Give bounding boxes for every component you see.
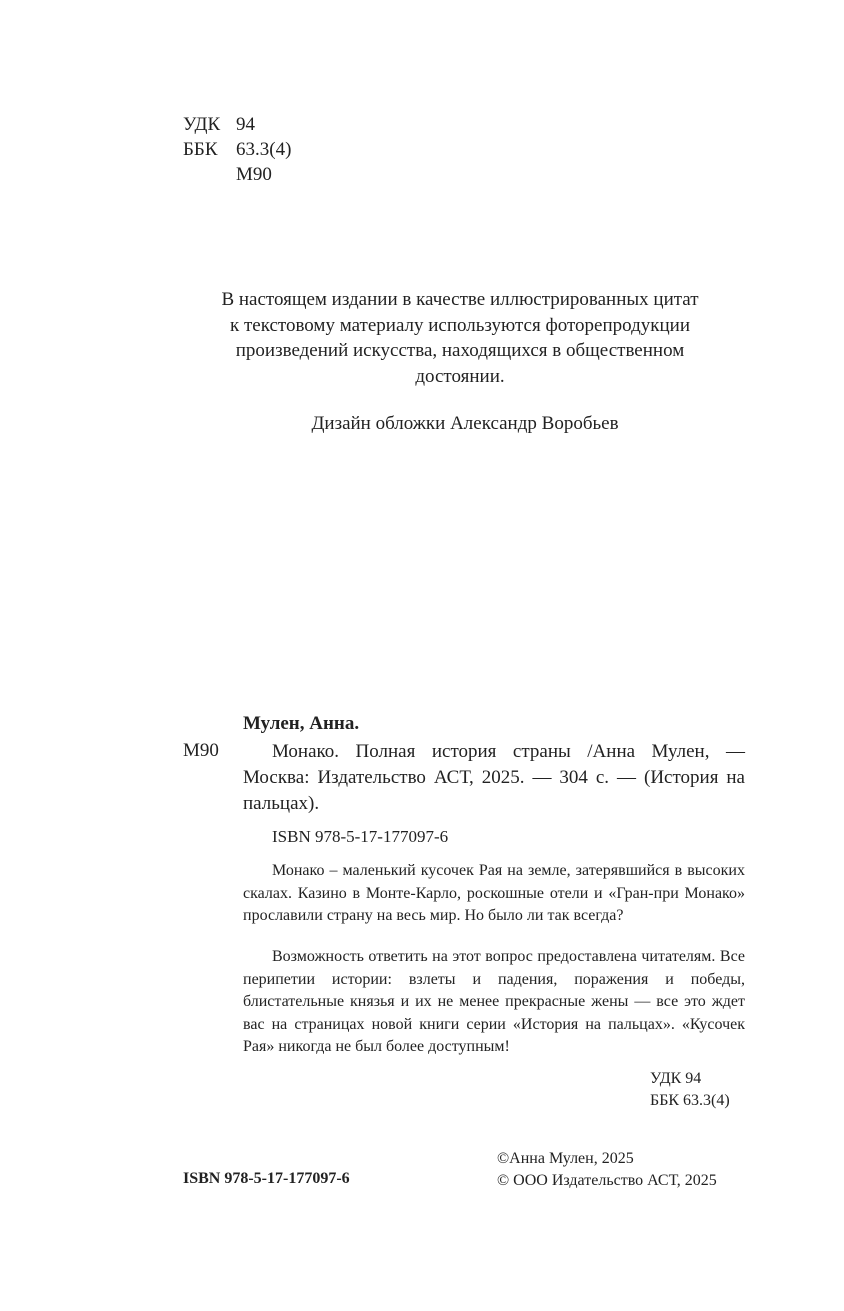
author-heading: Мулен, Анна. xyxy=(243,713,360,734)
notice-line: В настоящем издании в качестве иллюстрированных цитат xyxy=(221,289,699,310)
udk-label: УДК xyxy=(183,114,221,135)
udk-value: 94 xyxy=(236,114,255,135)
copyright-author: ©Анна Мулен, 2025 xyxy=(497,1150,634,1167)
author-mark-value: М90 xyxy=(236,164,272,185)
bbk-value: 63.3(4) xyxy=(236,139,292,160)
author-mark-top xyxy=(183,163,272,187)
udk-bottom: УДК 94 xyxy=(650,1070,702,1087)
bibliographic-record: Монако. Полная история страны /Анна Мулен, — Москва: Издательство АСТ, 2025. — 304 с. — (История на пальцах). xyxy=(243,741,745,814)
bbk-bottom: ББК 63.3(4) xyxy=(650,1092,730,1109)
copyright-publisher: © ООО Издательство АСТ, 2025 xyxy=(497,1172,717,1189)
reproduction-notice xyxy=(150,287,770,389)
annotation-paragraph: Возможность ответить на этот вопрос предоставлена читателям. Все перипетии истории: взлеты и падения, поражения и победы, блистательные князья и их не менее прекрасные жены — все это ждет вас на страницах новой книги серии «История на пальцах». «Кусочек Рая» никогда не был более доступным! xyxy=(243,948,745,1055)
author-mark: М90 xyxy=(183,740,219,761)
notice-line: достоянии. xyxy=(415,365,505,387)
udk-top xyxy=(183,113,255,137)
bbk-top xyxy=(183,138,291,162)
isbn-footer: ISBN 978-5-17-177097-6 xyxy=(183,1170,350,1187)
cover-design-credit: Дизайн обложки Александр Воробьев xyxy=(311,413,619,434)
bbk-label: ББК xyxy=(183,139,218,160)
notice-line: к текстовому материалу используются фоторепродукции xyxy=(229,314,691,336)
annotation-paragraph: Монако – маленький кусочек Рая на земле, затерявшийся в высоких скалах. Казино в Монте-Карло, роскошные отели и «Гран-при Монако» прославили страну на весь мир. Но было ли так всегда? xyxy=(243,862,745,924)
isbn-record: ISBN 978-5-17-177097-6 xyxy=(272,827,449,846)
notice-line: произведений искусства, находящихся в общественном xyxy=(235,340,685,361)
